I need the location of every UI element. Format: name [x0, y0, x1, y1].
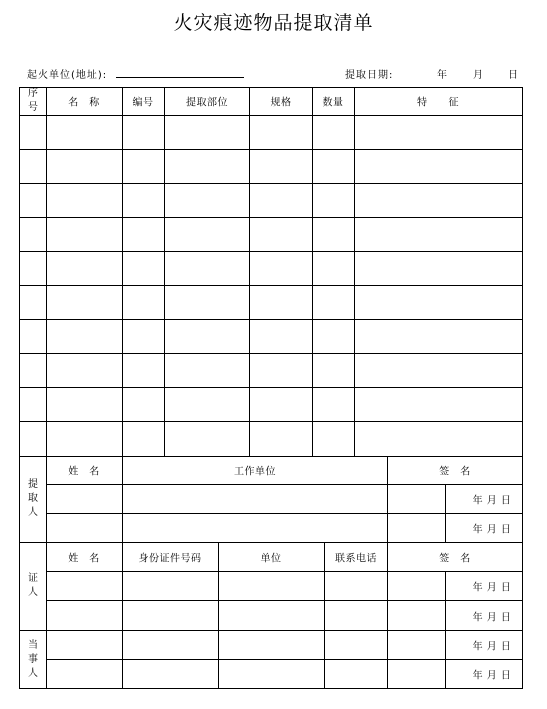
- witness-header-signature: 签 名: [439, 553, 471, 565]
- date-year-label: 年: [437, 70, 448, 81]
- witness-header-name: 姓 名: [68, 553, 100, 565]
- header-seq-no: 序号: [28, 88, 38, 113]
- header-location: 提取部位: [186, 97, 228, 109]
- witness-header-phone: 联系电话: [335, 553, 377, 565]
- party-date-2: 年 月 日: [472, 670, 512, 682]
- witness-date-2: 年 月 日: [472, 612, 512, 624]
- extractor-header-name: 姓 名: [68, 466, 100, 478]
- extractor-date-1: 年 月 日: [472, 495, 512, 507]
- witness-header-id-number: 身份证件号码: [138, 553, 202, 565]
- date-day-label: 日: [508, 70, 519, 81]
- fire-unit-label: 起火单位(地址):: [27, 70, 108, 81]
- header-number: 编号: [132, 97, 154, 109]
- extractor-header-signature: 签 名: [439, 466, 471, 478]
- witness-date-1: 年 月 日: [472, 582, 512, 594]
- date-month-label: 月: [473, 70, 484, 81]
- extractor-date-2: 年 月 日: [472, 524, 512, 536]
- extraction-date-label: 提取日期:: [345, 70, 394, 81]
- witness-header-unit: 单位: [260, 553, 282, 565]
- header-features: 特 征: [417, 97, 459, 109]
- extractor-header-unit: 工作单位: [234, 466, 276, 478]
- header-quantity: 数量: [322, 97, 344, 109]
- header-name: 名 称: [68, 97, 100, 109]
- header-spec: 规格: [270, 97, 292, 109]
- witness-side-label: 证人: [28, 573, 38, 598]
- extractor-side-label: 提取人: [28, 479, 38, 518]
- page-title: 火灾痕迹物品提取清单: [173, 12, 374, 34]
- party-date-1: 年 月 日: [472, 641, 512, 653]
- party-side-label: 当事人: [28, 640, 38, 679]
